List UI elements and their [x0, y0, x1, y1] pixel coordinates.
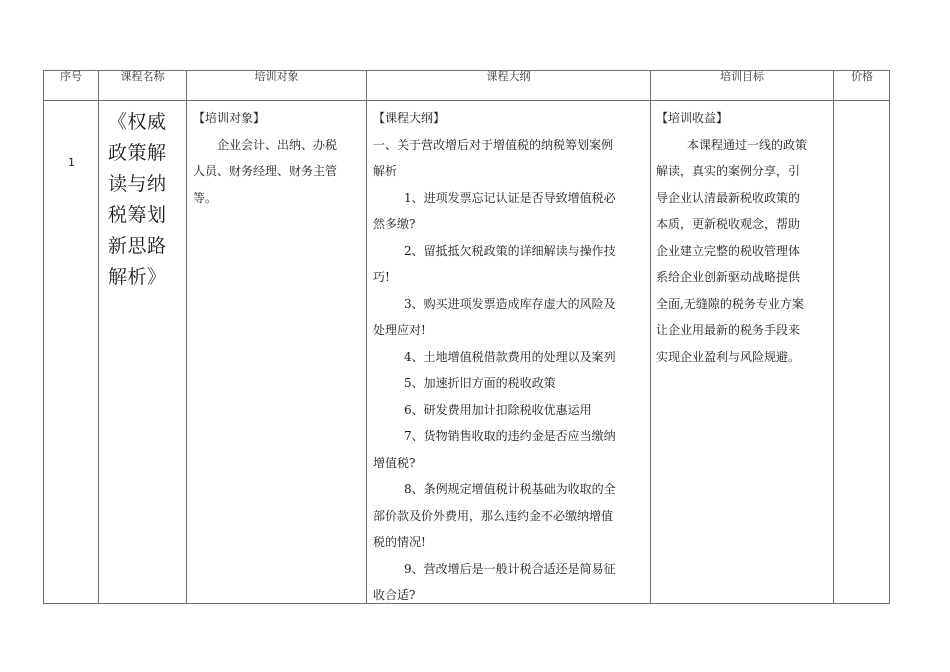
header-outline: 课程大纲 — [486, 70, 531, 83]
column-divider — [366, 70, 367, 604]
outline-line: 巧! — [373, 270, 390, 284]
outline-line: 6、研发费用加计扣除税收优惠运用 — [404, 402, 592, 417]
outline-line: 2、留抵抵欠税政策的详细解读与操作技 — [404, 243, 616, 258]
outline-line: 处理应对! — [373, 323, 426, 337]
outline-line: 一、关于营改增后对于增值税的纳税筹划案例 — [373, 137, 614, 152]
outline-line: 增值税? — [373, 455, 416, 470]
header-goal: 培训目标 — [720, 70, 764, 83]
goal-cell — [656, 105, 832, 370]
course-name-line: 政策解 — [108, 142, 167, 164]
header-audience: 培训对象 — [254, 70, 299, 83]
course-name-line: 读与纳 — [108, 173, 167, 195]
outline-line: 8、条例规定增值税计税基础为收取的全 — [404, 482, 616, 496]
goal-line: 全面,无缝隙的税务专业方案 — [656, 296, 804, 311]
goal-line: 系给企业创新驱动战略提供 — [656, 270, 801, 284]
outline-heading: 【课程大纲】 — [373, 111, 446, 125]
goal-heading: 【培训收益】 — [656, 111, 729, 125]
outline-line: 部价款及价外费用，那么违约金不必缴纳增值 — [373, 508, 614, 523]
row-index: 1 — [68, 156, 75, 169]
course-name — [108, 107, 180, 293]
outline-line: 1、进项发票忘记认证是否导致增值税必 — [404, 190, 616, 205]
outline-line: 然多缴? — [373, 217, 416, 231]
course-name-line: 新思路 — [108, 235, 167, 257]
column-divider — [98, 70, 99, 604]
column-divider — [186, 70, 187, 604]
goal-line: 本课程通过一线的政策 — [687, 137, 808, 152]
goal-line: 解读，真实的案例分享，引 — [656, 164, 801, 178]
header-course-name: 课程名称 — [120, 70, 165, 83]
goal-line: 让企业用最新的税务手段来 — [656, 323, 801, 337]
course-name-line: 《权威 — [108, 111, 167, 133]
course-name-line: 解析》 — [108, 266, 167, 288]
outline-line: 4、土地增值税借款费用的处理以及案列 — [404, 349, 616, 364]
course-name-line: 税筹划 — [108, 204, 167, 226]
outline-line: 收合适? — [373, 588, 416, 602]
audience-line: 等。 — [193, 190, 218, 205]
audience-cell — [193, 105, 363, 211]
header-index: 序号 — [60, 70, 82, 83]
outline-line: 解析 — [373, 164, 398, 178]
outline-line: 9、营改增后是一般计税合适还是简易征 — [404, 561, 616, 576]
goal-line: 实现企业盈利与风险规避。 — [656, 349, 801, 364]
column-divider — [650, 70, 651, 604]
outline-cell — [373, 105, 648, 609]
outline-line: 5、加速折旧方面的税收政策 — [404, 376, 556, 390]
audience-line: 人员、财务经理、财务主管 — [193, 164, 338, 178]
goal-line: 企业建立完整的税收管理体 — [656, 243, 801, 258]
outline-line: 7、货物销售收取的违约金是否应当缴纳 — [404, 429, 616, 443]
header-price: 价格 — [851, 70, 873, 83]
column-divider — [833, 70, 834, 604]
goal-line: 导企业认清最新税收政策的 — [656, 190, 801, 205]
header-divider — [43, 100, 890, 101]
outline-line: 3、购买进项发票造成库存虚大的风险及 — [404, 296, 616, 311]
audience-heading: 【培训对象】 — [193, 111, 266, 125]
outline-line: 税的情况! — [373, 535, 426, 549]
audience-line: 企业会计、出纳、办税 — [217, 137, 338, 152]
goal-line: 本质，更新税收观念，帮助 — [656, 217, 801, 231]
